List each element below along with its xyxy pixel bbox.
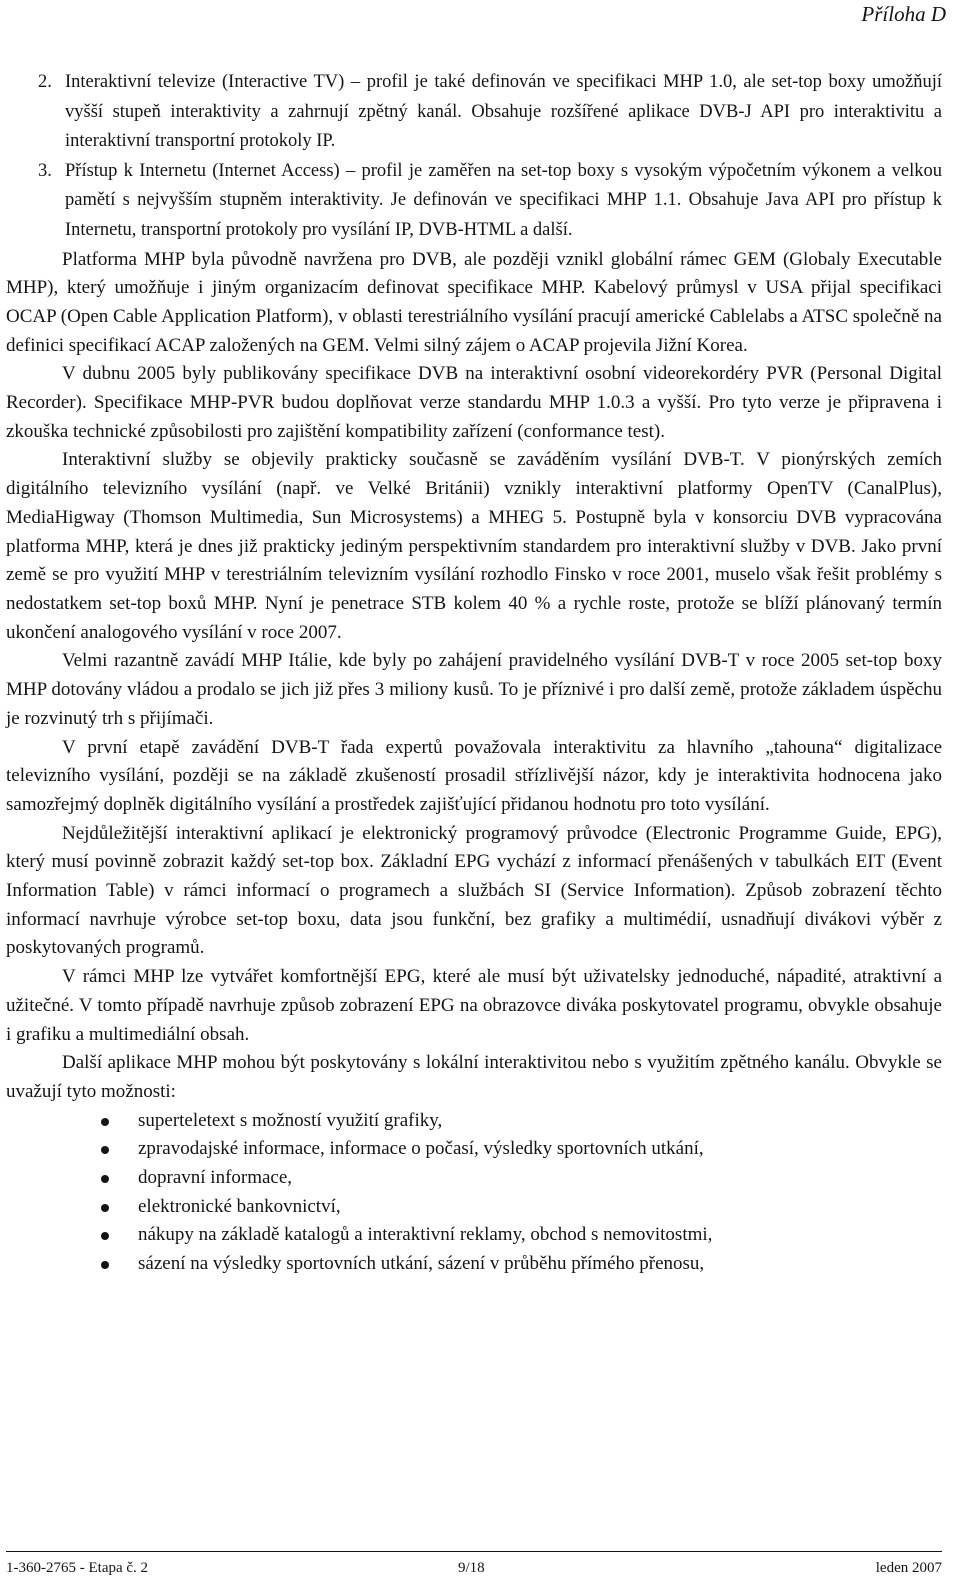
paragraph-other-apps: Další aplikace MHP mohou být poskytovány s lokální interaktivitou nebo s využitím zpětného kanálu. Obvykle se uvažují tyto možnosti: <box>6 1052 942 1102</box>
list-item <box>6 1250 942 1279</box>
list-item <box>6 1193 942 1222</box>
bullet-icon <box>101 1232 109 1240</box>
bullet-icon <box>101 1204 109 1212</box>
paragraph-pvr: V dubnu 2005 byly publikovány specifikace DVB na interaktivní osobní videorekordéry PVR (Personal Digital Recorder). Specifikace MHP-PVR budou doplňovat verze standardu MHP 1.0.3 a vyšší. Pro tyto verze je připravena i zkouška technické způsobilosti pro zajištění kompatibility zařízení (conformance test). <box>6 363 942 442</box>
document-body <box>6 68 942 1279</box>
list-item-text: zpravodajské informace, informace o počasí, výsledky sportovních utkání, <box>138 1138 704 1160</box>
paragraph-italy: Velmi razantně zavádí MHP Itálie, kde byly po zahájení pravidelného vysílání DVB-T v roce 2005 set-top boxy MHP dotovány vládou a prodalo se jich již přes 3 miliony kusů. To je příznivé i pro další země, protože základem úspěchu je rozvinutý trh s přijímači. <box>6 650 942 729</box>
paragraph-mhp-epg: V rámci MHP lze vytvářet komfortnější EPG, které ale musí být uživatelsky jednoduché, nápadité, atraktivní a užitečné. V tomto případě navrhuje způsob zobrazení EPG na obrazovce diváka poskytovatel programu, obvykle obsahuje i grafiku a multimediální obsah. <box>6 966 942 1045</box>
list-item <box>6 1164 942 1193</box>
bullet-icon <box>101 1118 109 1126</box>
item-number: 3. <box>38 160 52 181</box>
page-footer <box>6 1551 942 1586</box>
bullet-list <box>6 1107 942 1279</box>
bullet-icon <box>101 1261 109 1269</box>
numbered-item-2 <box>6 68 942 157</box>
paragraph-gem: Platforma MHP byla původně navržena pro DVB, ale později vznikl globální rámec GEM (Globaly Executable MHP), který umožňuje i jiným organizacím definovat specifikace MHP. Kabelový průmysl v USA přijal specifikaci OCAP (Open Cable Application Platform), v oblasti terestriálního vysílání pracují americké Cablelabs a ATSC společně na definici specifikací ACAP založených na GEM. Velmi silný zájem o ACAP projevila Jižní Korea. <box>6 248 942 356</box>
list-item <box>6 1221 942 1250</box>
item-number: 2. <box>38 72 52 92</box>
list-item <box>6 1107 942 1136</box>
paragraph-first-stage: V první etapě zavádění DVB-T řada expertů považovala interaktivitu za hlavního „tahouna“ digitalizace televizního vysílání, později se na základě zkušeností prosadil střízlivější názor, kdy je interaktivita hodnocena jako samozřejmý doplněk digitálního vysílání a prostředek zajišťující přidanou hodnotu pro toto vysílání. <box>6 736 942 815</box>
list-item <box>6 1135 942 1164</box>
list-item-text: elektronické bankovnictví, <box>138 1195 341 1217</box>
list-item-text: superteletext s možností využití grafiky, <box>138 1109 443 1131</box>
footer-page-number: 9/18 <box>458 1560 485 1576</box>
footer-date: leden 2007 <box>875 1560 942 1576</box>
list-item-text: sázení na výsledky sportovních utkání, sázení v průběhu přímého přenosu, <box>138 1253 705 1275</box>
list-item-text: nákupy na základě katalogů a interaktivní reklamy, obchod s nemovitostmi, <box>138 1224 713 1246</box>
paragraph-interactive-services: Interaktivní služby se objevily prakticky současně se zaváděním vysílání DVB-T. V pionýrských zemích digitálního televizního vysílání (např. ve Velké Británii) vznikly interaktivní platformy OpenTV (CanalPlus), MediaHigway (Thomson Multimedia, Sun Microsystems) a MHEG 5. Postupně byla v konsorciu DVB vypracována platforma MHP, která je dnes již prakticky jediným perspektivním standardem pro interaktivní služby v DVB. Jako první země se pro využití MHP v terestriálním televizním vysílání rozhodlo Finsko v roce 2001, muselo však řešit problémy s nedostatkem set-top boxů MHP. Nyní je penetrace STB kolem 40 % a rychle roste, protože se blíží plánovaný termín ukončení analogového vysílání v roce 2007. <box>6 449 942 643</box>
paragraph-epg: Nejdůležitější interaktivní aplikací je elektronický programový průvodce (Electronic Programme Guide, EPG), který musí povinně zobrazit každý set-top box. Základní EPG vychází z informací přenášených v tabulkách EIT (Event Information Table) v rámci informací o programech a službách SI (Service Information). Způsob zobrazení těchto informací navrhuje výrobce set-top boxu, data jsou funkční, bez grafiky a multimédií, usnadňují divákovi výběr z poskytovaných programů. <box>6 822 942 959</box>
numbered-item-3 <box>6 157 942 246</box>
item-text: Interaktivní televize (Interactive TV) – profil je také definován ve specifikaci MHP 1.0, ale set-top boxy umožňují vyšší stupeň interaktivity a zahrnují zpětný kanál. Obsahuje rozšířené aplikace DVB-J API pro interaktivitu a interaktivní transportní protokoly IP. <box>65 72 942 152</box>
bullet-icon <box>101 1175 109 1183</box>
bullet-icon <box>101 1146 109 1154</box>
item-text: Přístup k Internetu (Internet Access) – profil je zaměřen na set-top boxy s vysokým výpočetním výkonem a velkou pamětí s nejvyšším stupněm interaktivity. Je definován ve specifikaci MHP 1.1. Obsahuje Java API pro přístup k Internetu, transportní protokoly pro vysílání IP, DVB-HTML a další. <box>65 160 942 240</box>
page-header-title: Příloha D <box>861 2 946 26</box>
footer-doc-id: 1-360-2765 - Etapa č. 2 <box>6 1560 149 1576</box>
list-item-text: dopravní informace, <box>138 1167 293 1189</box>
